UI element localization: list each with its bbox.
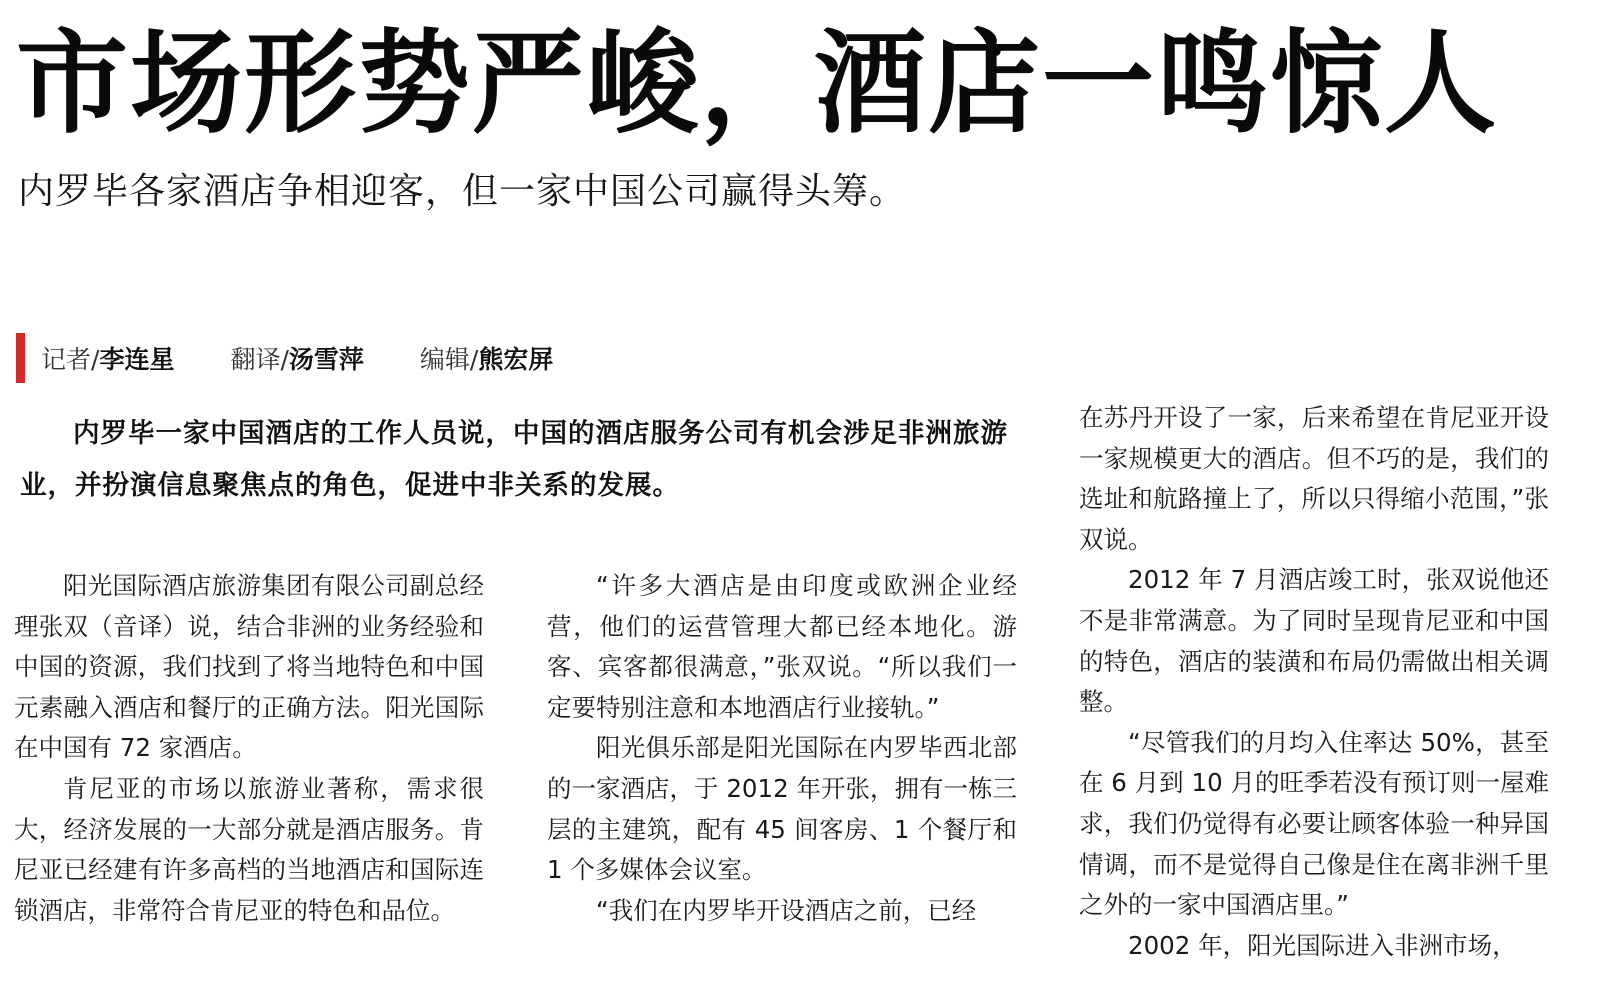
editor-name: 熊宏屏 — [478, 345, 554, 374]
editor-role: 编辑/ — [419, 345, 479, 374]
paragraph: 阳光国际酒店旅游集团有限公司副总经理张双（音译）说，结合非洲的业务经验和中国的资源，我们找到了将当地特色和中国元素融入酒店和餐厅的正确方法。阳光国际在中国有 72 家酒店。 — [14, 571, 484, 763]
paragraph: 2012 年 7 月酒店竣工时，张双说他还不是非常满意。为了同时呈现肯尼亚和中国的特色，酒店的装潢和布局仍需做出相关调整。 — [1079, 565, 1549, 717]
article-column-2 — [547, 566, 1017, 931]
paragraph: “尽管我们的月均入住率达 50%，甚至在 6 月到 10 月的旺季若没有预订则一屋难求，我们仍觉得有必要让顾客体验一种异国情调，而不是觉得自己像是住在离非洲千里之外的一家中国酒店里。” — [1079, 727, 1549, 920]
paragraph-continued: 在苏丹开设了一家，后来希望在肯尼亚开设一家规模更大的酒店。但不巧的是，我们的选址和航路撞上了，所以只得缩小范围，”张双说。 — [1079, 403, 1549, 554]
lede-paragraph: 内罗毕一家中国酒店的工作人员说，中国的酒店服务公司有机会涉足非洲旅游业，并扮演信息聚焦点的角色，促进中非关系的发展。 — [20, 418, 1008, 501]
paragraph: 肯尼亚的市场以旅游业著称，需求很大，经济发展的一大部分就是酒店服务。肯尼亚已经建有许多高档的当地酒店和国际连锁酒店，非常符合肯尼亚的特色和品位。 — [14, 773, 484, 925]
byline-reporter — [41, 340, 174, 376]
paragraph: “我们在内罗毕开设酒店之前，已经 — [596, 895, 977, 925]
byline-editor — [420, 340, 553, 376]
paragraph: 2002 年，阳光国际进入非洲市场， — [1128, 930, 1517, 960]
translator-name: 汤雪萍 — [288, 345, 364, 374]
byline-accent-bar — [16, 333, 25, 383]
subheadline: 内罗毕各家酒店争相迎客，但一家中国公司赢得头筹。 — [18, 171, 907, 212]
article-column-1 — [14, 566, 484, 931]
byline — [16, 333, 609, 383]
paragraph: 阳光俱乐部是阳光国际在内罗毕西北部的一家酒店，于 2012 年开张，拥有一栋三层的主建筑，配有 45 间客房、1 个餐厅和 1 个多媒体会议室。 — [547, 733, 1017, 885]
reporter-role: 记者/ — [41, 345, 100, 374]
translator-role: 翻译/ — [230, 345, 289, 374]
byline-translator — [230, 340, 363, 376]
reporter-name: 李连星 — [99, 345, 175, 374]
paragraph: “许多大酒店是由印度或欧洲企业经营，他们的运营管理大都已经本地化。游客、宾客都很满意，”张双说。“所以我们一定要特别注意和本地酒店行业接轨。” — [547, 571, 1017, 722]
headline: 市场形势严峻，酒店一鸣惊人 — [16, 18, 1498, 149]
article-column-3 — [1079, 398, 1549, 966]
